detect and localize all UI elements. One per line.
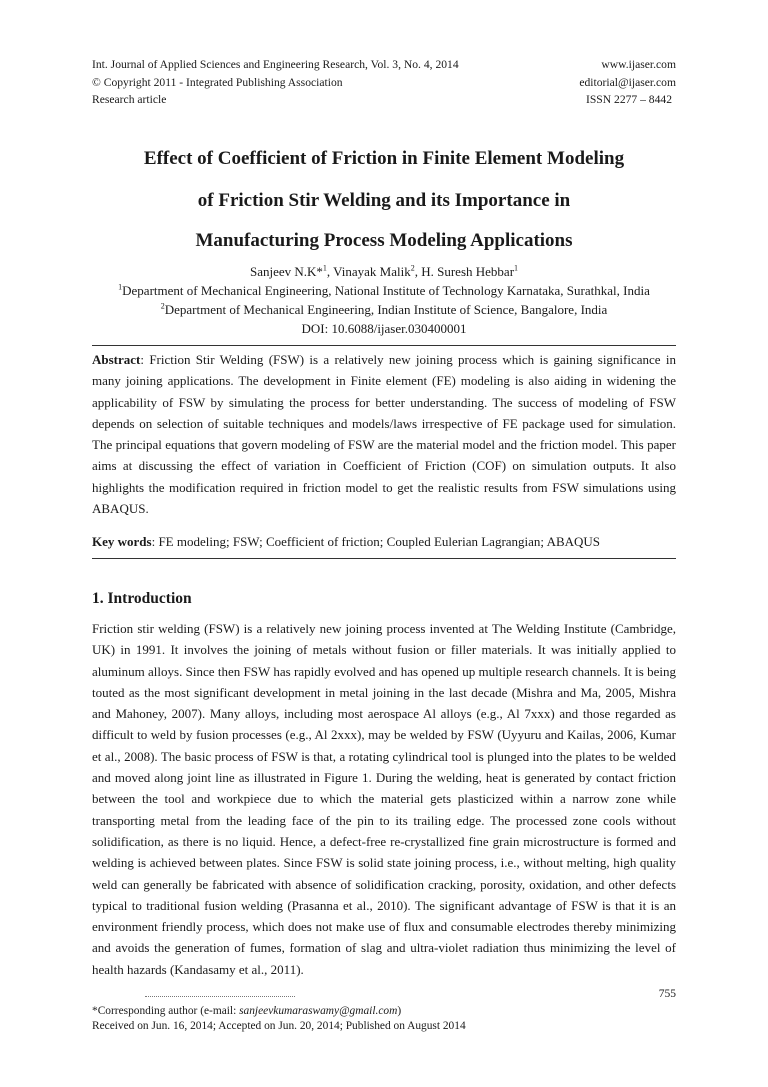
doi[interactable]: DOI: 10.6088/ijaser.030400001 <box>301 321 467 336</box>
corresponding-label: *Corresponding author (e-mail: <box>92 1005 240 1017</box>
corresponding-close: ) <box>397 1005 402 1017</box>
introduction-paragraph: Friction stir welding (FSW) is a relatively new joining process invented at The Welding Institute (Cambridge, UK) in 1991. It involves the joining of metals without fusion or filler materials. It was initially applied to aluminum alloys. Since then FSW has rapidly evolved and has opened up multiple research channels. It is being touted as the most significant development in metal joining in the last decade (Mishra and Ma, 2005, Mishra and Mahoney, 2007). Many alloys, including most aerospace Al alloys (e.g., Al 7xxx) and those regarded as difficult to weld by fusion processes (e.g., Al 2xxx), may be welded by FSW (Uyyuru and Kailas, 2006, Kumar et al., 2008). The basic process of FSW is that, a rotating cylindrical tool is plunged into the plates to be welded and moved along joint line as illustrated in Figure 1. During the welding, heat is generated by contact friction between the tool and workpiece due to which the material gets plasticized within a narrow zone while transporting metal from the leading face of the pin to its trailing edge. The processed zone cools without solidification, as there is no liquid. Hence, a defect-free re-crystallized fine grain microstructure is formed and welding is achieved between plates. Since FSW is solid state joining process, i.e., without melting, high quality weld can generally be fabricated with absence of solidification cracking, porosity, oxidation, and other defects typical to traditional fusion welding (Prasanna et al., 2010). The significant advantage of FSW is that it is an environment friendly process, which does not make use of flux and consumable electrodes thereby minimizing and avoids the generation of fumes, formation of slag and ultra-violet radiation thus minimizing the level of health hazards (Kandasamy et al., 2011). <box>92 621 676 977</box>
footnote-separator <box>145 996 295 997</box>
affiliation-2-text: Department of Mechanical Engineering, Indian Institute of Science, Bangalore, India <box>164 302 608 317</box>
copyright-notice: © Copyright 2011 - Integrated Publishing Association <box>92 75 343 89</box>
affiliation-1-text: Department of Mechanical Engineering, National Institute of Technology Karnataka, Surathkal, India <box>122 283 650 298</box>
title-line-2: of Friction Stir Welding and its Importance in <box>197 190 571 211</box>
keywords-bottom-rule <box>92 558 676 559</box>
section-heading-introduction: 1. Introduction <box>92 590 192 607</box>
title-line-1: Effect of Coefficient of Friction in Finite Element Modeling <box>143 148 625 169</box>
affiliation-2 <box>92 301 676 318</box>
author-list <box>92 263 676 280</box>
author-3: , H. Suresh Hebbar <box>414 264 515 279</box>
keywords-text: : FE modeling; FSW; Coefficient of friction; Coupled Eulerian Lagrangian; ABAQUS <box>151 534 601 549</box>
author-3-affiliation: 1 <box>514 263 519 273</box>
affiliation-1-marker: 1 <box>118 282 123 292</box>
author-2-affiliation: 2 <box>410 263 415 273</box>
page-number: 755 <box>658 988 676 1000</box>
abstract-label: Abstract <box>92 352 141 367</box>
author-1-affiliation: 1 <box>322 263 327 273</box>
keywords <box>92 531 676 552</box>
abstract-text: : Friction Stir Welding (FSW) is a relatively new joining process which is gaining significance in many joining applications. The development in Finite element (FE) modeling is also aiding in widening the applicability of FSW by simulating the process for better understanding. The success of modeling of FSW depends on selection of suitable techniques and models/laws irrespective of FE package used for simulation. The principal equations that govern modeling of FSW are the material model and the friction model. This paper aims at discussing the effect of variation in Coefficient of Friction (COF) on simulation outputs. It also highlights the modification required in friction model to get the realistic results from FSW simulations using ABAQUS. <box>92 352 676 517</box>
abstract-top-rule <box>92 345 676 346</box>
journal-website[interactable]: www.ijaser.com <box>601 58 676 71</box>
abstract <box>92 349 676 519</box>
journal-email[interactable]: editorial@ijaser.com <box>579 75 676 89</box>
keywords-label: Key words <box>92 534 152 549</box>
corresponding-email[interactable]: sanjeevkumaraswamy@gmail.com <box>239 1005 398 1017</box>
journal-citation: Int. Journal of Applied Sciences and Engineering Research, Vol. 3, No. 4, 2014 <box>92 58 459 71</box>
affiliation-1 <box>92 282 676 299</box>
author-1: Sanjeev N.K* <box>249 264 323 279</box>
running-header <box>92 56 676 109</box>
author-2: , Vinayak Malik <box>326 264 411 279</box>
title-line-3: Manufacturing Process Modeling Applications <box>195 230 573 251</box>
article-type: Research article <box>92 93 167 106</box>
issn: ISSN 2277 – 8442 <box>586 93 672 106</box>
corresponding-author <box>92 1004 401 1019</box>
affiliation-2-marker: 2 <box>160 301 165 311</box>
received-dates: Received on Jun. 16, 2014; Accepted on Jun. 20, 2014; Published on August 2014 <box>92 1020 466 1032</box>
